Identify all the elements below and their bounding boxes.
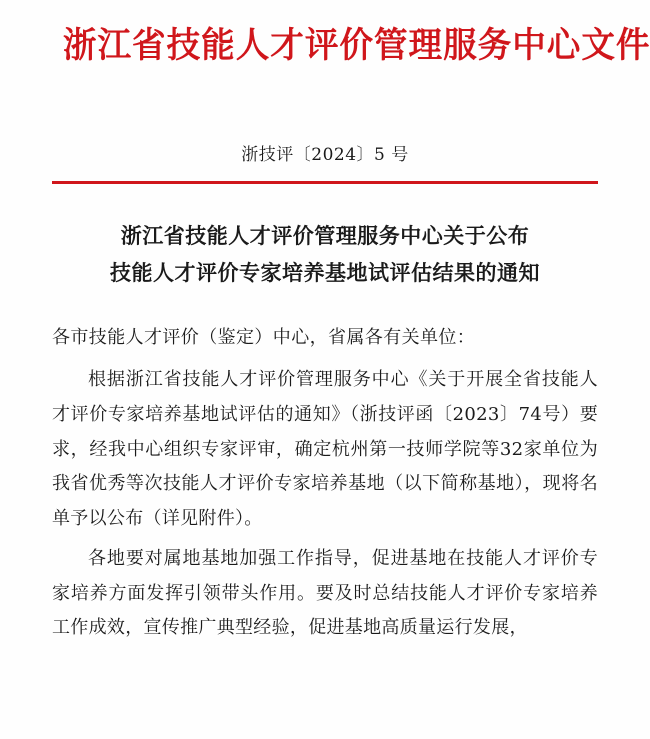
red-divider-line	[52, 181, 598, 184]
body-paragraph-2: 各地要对属地基地加强工作指导，促进基地在技能人才评价专家培养方面发挥引领带头作用。要及时总结技能人才评价专家培养工作成效，宣传推广典型经验，促进基地高质量运行发展，	[52, 548, 598, 639]
document-title	[52, 218, 598, 292]
salutation: 各市技能人才评价（鉴定）中心，省属各有关单位：	[52, 327, 476, 349]
body-paragraph-1: 根据浙江省技能人才评价管理服务中心《关于开展全省技能人才评价专家培养基地试评估的通知》（浙技评函〔2023〕74号）要求，经我中心组织专家评审，确定杭州第一技师学院等32家单位为我省优秀等次技能人才评价专家培养基地（以下简称基地），现将名单予以公布（详见附件）。	[52, 369, 598, 529]
document-header	[52, 0, 650, 68]
document-title-line-1: 浙江省技能人才评价管理服务中心关于公布	[120, 222, 530, 248]
document-number: 浙技评〔2024〕5 号	[241, 144, 409, 165]
document-title-line-2: 技能人才评价专家培养基地试评估结果的通知	[110, 259, 540, 285]
issuing-authority-title: 浙江省技能人才评价管理服务中心文件	[62, 25, 650, 66]
